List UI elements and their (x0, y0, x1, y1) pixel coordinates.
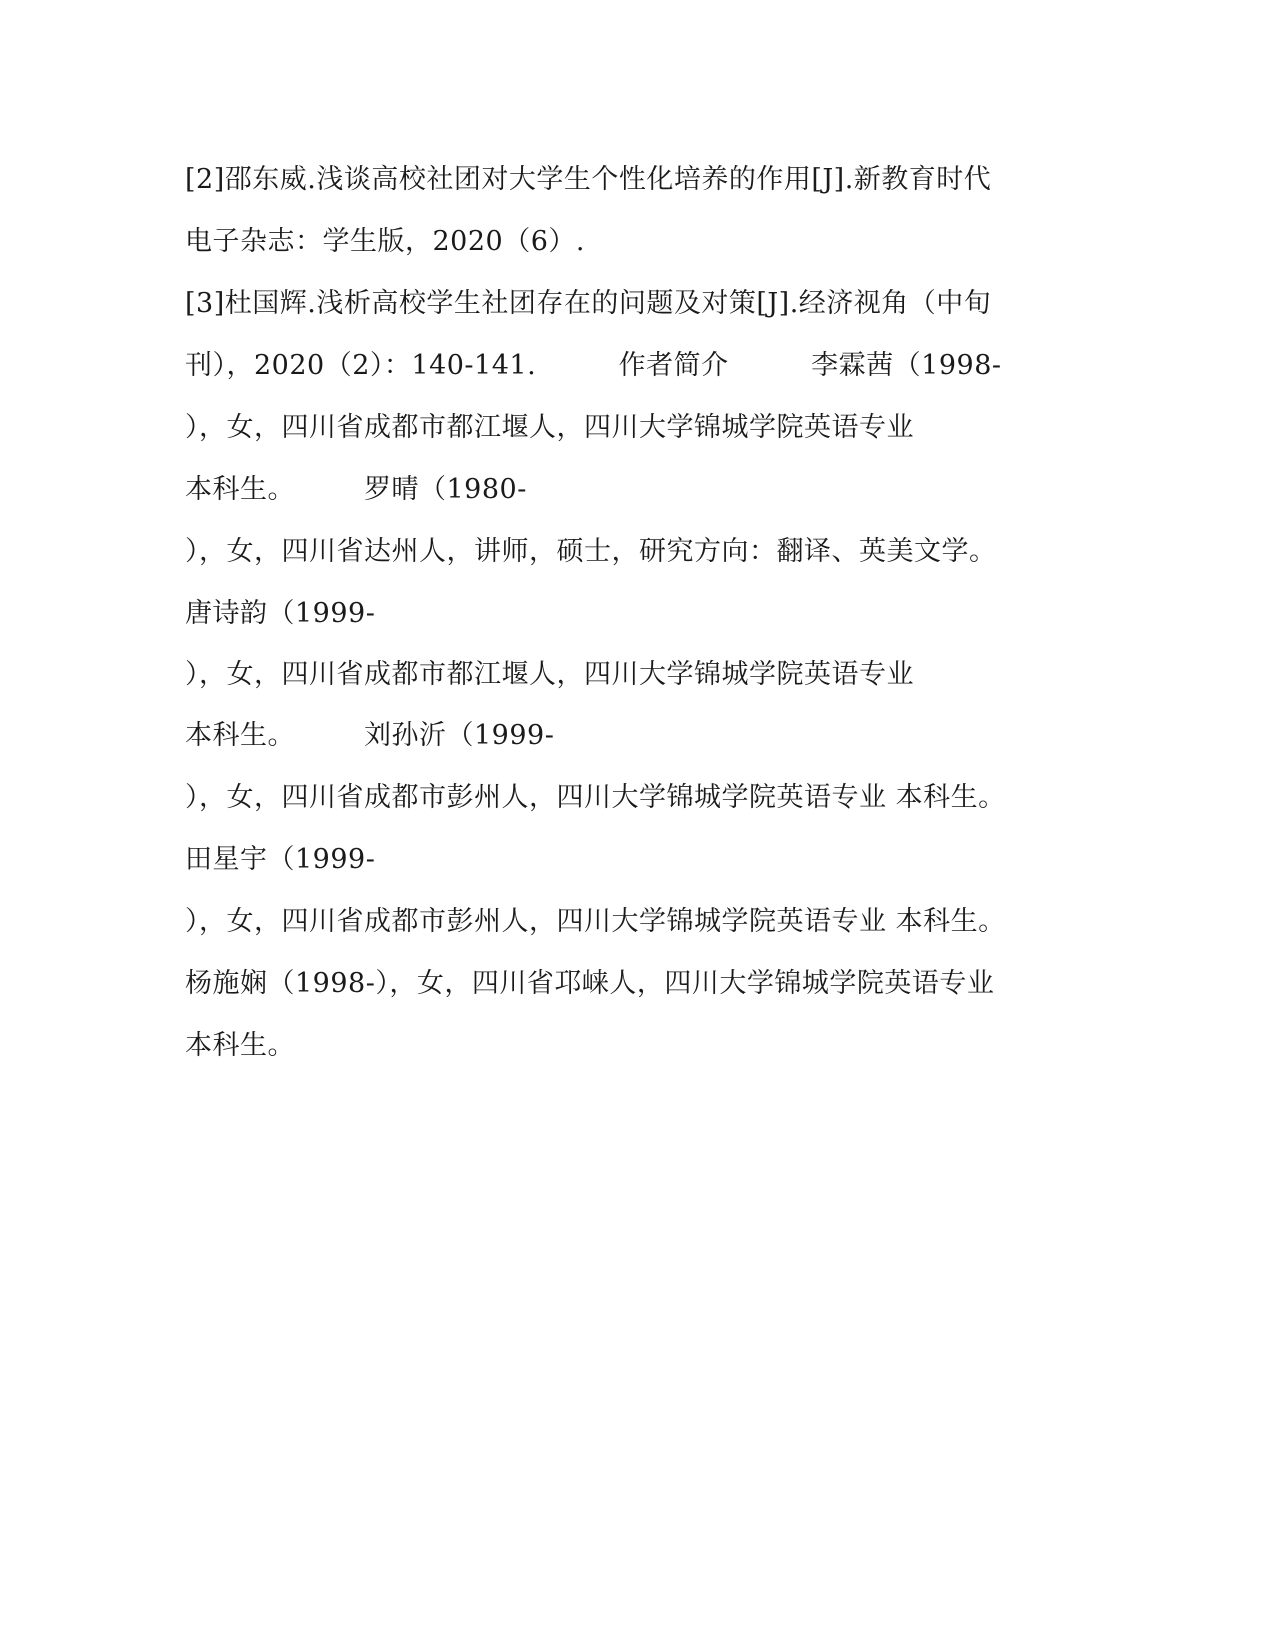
reference-2-line-2: 电子杂志：学生版，2020（6）. (185, 226, 585, 257)
author-bio-line: 本科生。 罗晴（1980- (185, 474, 527, 505)
author-bio-line: ），女，四川省达州人，讲师，硕士，研究方向：翻译、英美文学。 (185, 536, 997, 567)
author-bio-line: ），女，四川省成都市都江堰人，四川大学锦城学院英语专业 (185, 659, 914, 690)
author-bio-line: ），女，四川省成都市都江堰人，四川大学锦城学院英语专业 (185, 412, 914, 443)
reference-3-line-1: [3]杜国辉.浅析高校学生社团存在的问题及对策[J].经济视角（中旬 (185, 288, 992, 319)
author-bio-line: 本科生。 (185, 1030, 295, 1061)
author-bio-line: 唐诗韵（1999- (185, 598, 376, 629)
reference-2-line-1: [2]邵东威.浅谈高校社团对大学生个性化培养的作用[J].新教育时代 (185, 164, 992, 195)
author-bio-line: ），女，四川省成都市彭州人，四川大学锦城学院英语专业 本科生。 (185, 782, 1006, 813)
author-bio-line: 田星宇（1999- (185, 844, 376, 875)
reference-3-line-2-author-intro: 刊），2020（2）：140-141. 作者简介 李霖茜（1998- (185, 350, 1002, 381)
author-bio-line: 杨施娴（1998-），女，四川省邛崃人，四川大学锦城学院英语专业 (185, 968, 995, 999)
author-bio-line: ），女，四川省成都市彭州人，四川大学锦城学院英语专业 本科生。 (185, 906, 1006, 937)
author-bio-line: 本科生。 刘孙沂（1999- (185, 720, 555, 751)
